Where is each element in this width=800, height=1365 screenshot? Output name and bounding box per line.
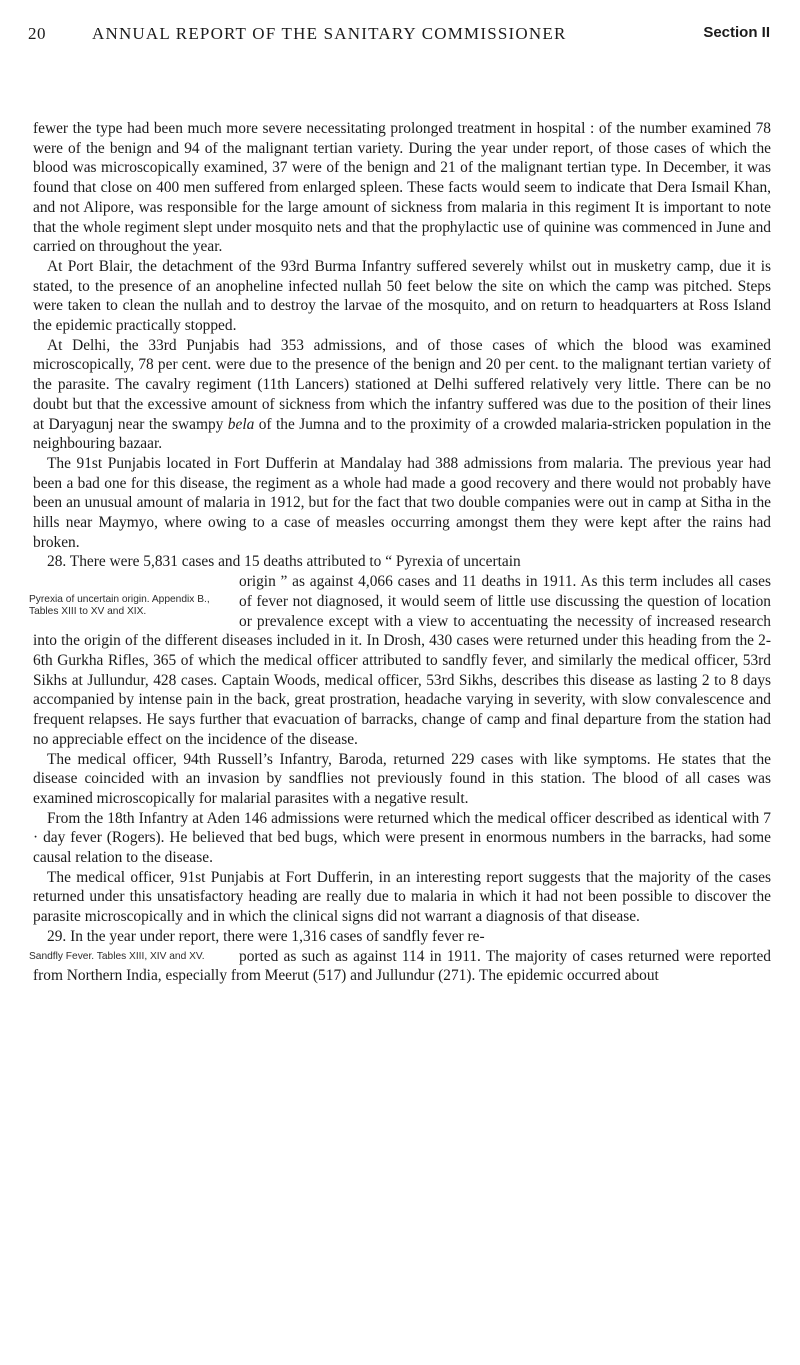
- paragraph-28-start: 28. There were 5,831 cases and 15 deaths attributed to “ Pyrexia of uncertain: [47, 553, 521, 571]
- page-number: 20: [28, 24, 46, 43]
- margin-note-sandfly: Sandfly Fever. Tables XIII, XIV and XV.: [29, 950, 205, 962]
- report-body: [29, 119, 771, 986]
- paragraph-29-start: 29. In the year under report, there were 1,316 cases of sandfly fever re-: [47, 927, 485, 945]
- paragraph-28-pyrexia: origin ” as against 4,066 cases and 11 deaths in 1911. As this term includes all cases of fever not diagnosed, it would seem of little use discussing the question of location or prevalence except with a view to accentuating the necessity of increased research into the origin of the different diseases included in it. In Drosh, 430 cases were returned under this heading from the 2-6th Gurkha Rifles, 365 of which the medical officer attributed to sandfly fever, and similarly the medical officer, 53rd Sikhs at Jullundur, 428 cases. Captain Woods, medical officer, 53rd Sikhs, describes this disease as lasting 2 to 8 days accompanied by intense pain in the back, great prostration, headache varying in severity, with slow convalescence and frequent relapses. He says further that evacuation of barracks, change of camp and final departure from the station had no appreciable effect on the incidence of the disease.: [33, 573, 771, 748]
- paragraph-malaria-alipore: fewer the type had been much more severe necessitating prolonged treatment in hospital : of the number examined 78 were of the benign and 94 of the malignant tertian variety. During the year under report, of those cases of which the blood was microscopically examined, 37 were of the benign and 21 of the malignant tertian type. In December, it was found that close on 400 men suffered from enlarged spleen. These facts would seem to indicate that Dera Ismail Khan, and not Alipore, was responsible for the large amount of sickness from malaria in this regiment It is important to note that the whole regiment slept under mosquito nets and that the prophylactic use of quinine was commenced in June and carried on throughout the year.: [33, 120, 771, 256]
- paragraph-delhi-italic: bela: [227, 415, 255, 433]
- running-title: ANNUAL REPORT OF THE SANITARY COMMISSIONER: [92, 24, 567, 43]
- paragraph-baroda: The medical officer, 94th Russell’s Infantry, Baroda, returned 229 cases with like symptoms. He states that the disease coincided with an invasion by sandflies not previously found in this station. The blood of all cases was examined microscopically for malarial parasites with a negative result.: [33, 750, 771, 807]
- page-header: [28, 20, 770, 44]
- paragraph-delhi-text: At Delhi, the 33rd Punjabis had 353 admissions, and of those cases of which the blood was examined microscopically, 78 per cent. were due to the presence of the benign and 20 per cent. to the malignant tertian variety of the parasite. The cavalry regiment (11th Lancers) stationed at Delhi suffered relatively very little. There can be no doubt but that the excessive amount of sickness from which the infantry suffered was due to the position of their lines at Daryagunj near the swampy: [33, 336, 771, 433]
- paragraph-29-sandfly: ported as such as against 114 in 1911. The majority of cases returned were reported from Northern India, especially from Meerut (517) and Jullundur (271). The epidemic occurred about: [33, 947, 771, 985]
- paragraph-port-blair: At Port Blair, the detachment of the 93rd Burma Infantry suffered severely whilst out in musketry camp, due it is stated, to the presence of an anopheline infected nullah 50 feet below the site on which the camp was pitched. Steps were taken to clean the nullah and to destroy the larvae of the mosquito, and on return to headquarters at Ross Island the epidemic practically stopped.: [33, 257, 771, 335]
- section-label: Section II: [703, 24, 770, 41]
- paragraph-aden: From the 18th Infantry at Aden 146 admissions were returned which the medical officer described as identical with 7 · day fever (Rogers). He believed that bed bugs, which were present in enormous numbers in the barracks, had some causal relation to the disease.: [33, 809, 771, 867]
- paragraph-91st-punjabis: The medical officer, 91st Punjabis at Fort Dufferin, in an interesting report suggests that the majority of the cases returned under this unsatisfactory heading are really due to malaria in which it had not been possible to discover the parasite microscopically and in which the clinical signs did not warrant a diagnosis of that disease.: [33, 868, 771, 926]
- margin-note-pyrexia: Pyrexia of uncertain origin. Appendix B., Tables XIII to XV and XIX.: [29, 594, 210, 618]
- paragraph-delhi-end: of the Jumna and to the proximity of a crowded malaria-stricken population in the neighbouring bazaar.: [33, 415, 771, 453]
- paragraph-delhi: [33, 336, 771, 454]
- paragraph-fort-dufferin: The 91st Punjabis located in Fort Dufferin at Mandalay had 388 admissions from malaria. The previous year had been a bad one for this disease, the regiment as a whole had made a good recovery and there would not probably have been an unusual amount of malaria in 1912, but for the fact that two double companies were out in camp at Sitha in the hills near Maymyo, where owing to a case of measles occurring amongst them they were kept after the rains had broken.: [33, 454, 771, 551]
